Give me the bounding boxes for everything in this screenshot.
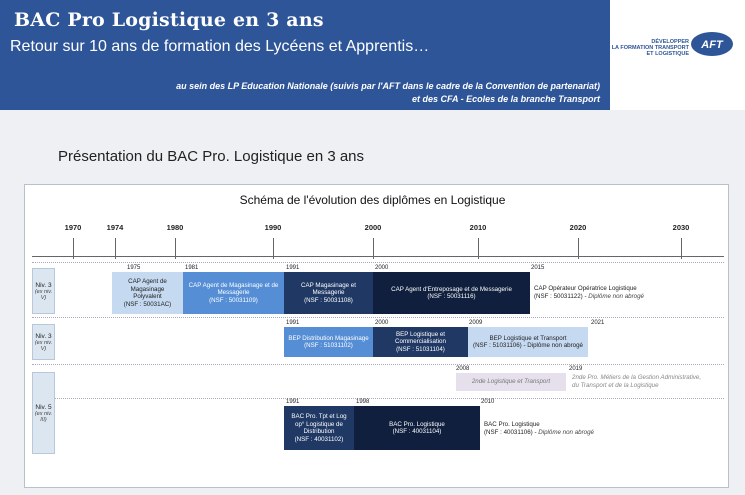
start-year: 2010 bbox=[481, 399, 495, 405]
end-year: 2021 bbox=[591, 320, 605, 326]
year-tick bbox=[73, 238, 74, 259]
svg-text:AFT: AFT bbox=[701, 39, 723, 51]
year-tick bbox=[578, 238, 579, 259]
start-year: 2009 bbox=[469, 320, 483, 326]
diploma-cap-entreposage-messagerie: CAP Agent d'Entreposage et de Messagerie (NSF : 50031116) bbox=[373, 272, 530, 314]
row-separator bbox=[32, 317, 724, 318]
start-year: 2019 bbox=[569, 366, 583, 372]
year-label: 2030 bbox=[672, 223, 690, 232]
start-year: 1975 bbox=[127, 265, 141, 271]
start-year: 1991 bbox=[286, 399, 300, 405]
start-year: 2000 bbox=[375, 265, 389, 271]
start-year: 1991 bbox=[286, 320, 300, 326]
logo-area bbox=[610, 0, 745, 110]
header-banner bbox=[0, 0, 610, 110]
year-tick bbox=[373, 238, 374, 259]
diploma-2nde-pro-metiers: 2nde Pro. Métiers de la Gestion Administrative, du Transport et de la Logistique bbox=[572, 374, 702, 389]
diploma-bac-pro-logistique-1998: BAC Pro. Logistique (NSF : 40031104) bbox=[354, 406, 480, 450]
year-label: 2020 bbox=[569, 223, 587, 232]
year-tick bbox=[681, 238, 682, 259]
diagram-title: Schéma de l'évolution des diplômes en Logistique bbox=[239, 193, 506, 207]
header-note-line2: et des CFA - Ecoles de la branche Transport bbox=[411, 94, 600, 104]
diploma-cap-magasinage-messagerie-1981: CAP Agent de Magasinage et de Messagerie (NSF : 50031109) bbox=[183, 272, 284, 314]
year-tick bbox=[478, 238, 479, 259]
year-tick bbox=[273, 238, 274, 259]
start-year: 2008 bbox=[456, 366, 470, 372]
year-label: 1990 bbox=[264, 223, 282, 232]
row-separator bbox=[32, 398, 724, 399]
year-label: 1970 bbox=[64, 223, 82, 232]
timeline-axis bbox=[32, 256, 724, 257]
section-title: Présentation du BAC Pro. Logistique en 3 ans bbox=[58, 148, 365, 165]
year-label: 2000 bbox=[364, 223, 382, 232]
start-year: 2015 bbox=[531, 265, 545, 271]
diploma-2nde-logistique-transport: 2nde Logistique et Transport bbox=[456, 373, 566, 391]
year-tick bbox=[175, 238, 176, 259]
level-label-row2: Niv. 3 (ex niv. V) bbox=[32, 324, 55, 360]
level-label-row4: Niv. 5 (ex niv. III) bbox=[32, 372, 55, 454]
diploma-bac-pro-tpt-log: BAC Pro. Tpt et Log op° Logistique de Distribution (NSF : 40031102) bbox=[284, 406, 354, 450]
start-year: 2000 bbox=[375, 320, 389, 326]
diploma-cap-operateur-logistique: CAP Opérateur Opératrice Logistique (NSF : 50031122) - Diplôme non abrogé bbox=[534, 285, 644, 300]
year-label: 1974 bbox=[106, 223, 124, 232]
diploma-bep-logistique-commercialisation: BEP Logistique et Commercialisation (NSF : 51031104) bbox=[373, 327, 468, 357]
diploma-cap-magasinage-messagerie-1991: CAP Magasinage et Messagerie (NSF : 50031108) bbox=[284, 272, 373, 314]
aft-logo-icon bbox=[690, 30, 734, 58]
row-separator bbox=[32, 262, 724, 263]
year-label: 1980 bbox=[166, 223, 184, 232]
page-title: BAC Pro Logistique en 3 ans bbox=[14, 9, 324, 31]
logo-tagline: DÉVELOPPER LA FORMATION TRANSPORT ET LOGISTIQUE bbox=[611, 39, 689, 57]
year-tick bbox=[115, 238, 116, 259]
diploma-cap-agent-magasinage-polyvalent: CAP Agent de Magasinage Polyvalent (NSF : 50031AC) bbox=[112, 272, 183, 314]
diploma-bep-distribution-magasinage: BEP Distribution Magasinage (NSF : 51031102) bbox=[284, 327, 373, 357]
diploma-bac-pro-logistique-2010: BAC Pro. Logistique (NSF : 40031106) - Diplôme non abrogé bbox=[484, 421, 594, 436]
start-year: 1981 bbox=[185, 265, 199, 271]
start-year: 1998 bbox=[356, 399, 370, 405]
row-separator bbox=[32, 364, 724, 365]
diploma-bep-logistique-transport: BEP Logistique et Transport (NSF : 51031106) - Diplôme non abrogé bbox=[468, 327, 588, 357]
page-subtitle: Retour sur 10 ans de formation des Lycéens et Apprentis… bbox=[10, 38, 430, 55]
header-note-line1: au sein des LP Education Nationale (suivis par l'AFT dans le cadre de la Convention de partenariat) bbox=[176, 81, 600, 91]
year-label: 2010 bbox=[469, 223, 487, 232]
start-year: 1991 bbox=[286, 265, 300, 271]
level-label-row1: Niv. 3 (ex niv. V) bbox=[32, 268, 55, 314]
